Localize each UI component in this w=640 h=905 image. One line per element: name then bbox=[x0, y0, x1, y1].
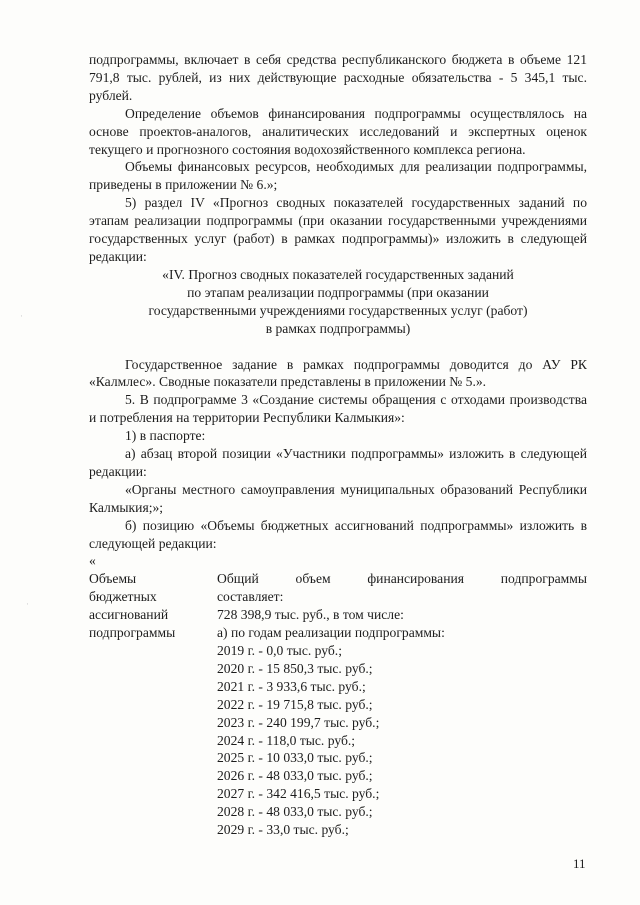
by-years-intro: а) по годам реализации подпрограммы: bbox=[217, 625, 445, 641]
section-title-line: в рамках подпрограммы) bbox=[265, 320, 411, 336]
section-title-line: «IV. Прогноз сводных показателей государственных заданий bbox=[162, 266, 514, 282]
paragraph: 1) в паспорте: bbox=[125, 428, 206, 444]
paragraph: Государственное задание в рамках подпрограммы доводится до АУ РК «Калмлес». Сводные показатели представлены в приложении № 5.». bbox=[89, 356, 587, 390]
passport-label-line: ассигнований bbox=[89, 607, 169, 623]
year-amount: 2020 г. - 15 850,3 тыс. руб.; bbox=[217, 660, 373, 676]
paragraph: Объемы финансовых ресурсов, необходимых для реализации подпрограммы, приведены в приложении № 6.»; bbox=[89, 159, 587, 193]
paragraph: 5. В подпрограмме 3 «Создание системы обращения с отходами производства и потребления на территории Республики Калмыкия»: bbox=[89, 392, 587, 426]
paragraph: а) абзац второй позиции «Участники подпрограммы» изложить в следующей редакции: bbox=[89, 446, 587, 479]
passport-label-line: Объемы bbox=[89, 571, 137, 587]
total-financing-line: составляет: bbox=[217, 589, 284, 605]
passport-label-line: подпрограммы bbox=[89, 625, 176, 641]
page-number: 11 bbox=[573, 856, 586, 871]
year-amount: 2027 г. - 342 416,5 тыс. руб.; bbox=[217, 786, 380, 802]
paragraph: Определение объемов финансирования подпрограммы осуществлялось на основе проектов-аналогов, аналитических исследований и экспертных оценок текущего и прогнозного состояния водохозяйственного комплекса региона. bbox=[89, 105, 587, 157]
passport-value bbox=[217, 570, 587, 839]
year-amount: 2021 г. - 3 933,6 тыс. руб.; bbox=[217, 678, 366, 694]
year-amount: 2029 г. - 33,0 тыс. руб.; bbox=[217, 822, 349, 838]
year-amount: 2028 г. - 48 033,0 тыс. руб.; bbox=[217, 804, 373, 820]
year-amount: 2026 г. - 48 033,0 тыс. руб.; bbox=[217, 768, 373, 784]
document-body bbox=[89, 51, 587, 839]
section-title-line: государственными учреждениями государственных услуг (работ) bbox=[148, 302, 528, 318]
paragraph: «Органы местного самоуправления муниципальных образований Республики Калмыкия;»; bbox=[89, 481, 587, 515]
year-amount: 2024 г. - 118,0 тыс. руб.; bbox=[217, 732, 356, 748]
total-amount: 728 398,9 тыс. руб., в том числе: bbox=[217, 607, 404, 623]
year-amount: 2025 г. - 10 033,0 тыс. руб.; bbox=[217, 750, 373, 766]
passport-label-line: бюджетных bbox=[89, 589, 157, 605]
passport-position bbox=[89, 570, 587, 839]
scan-artifact: · bbox=[20, 311, 23, 321]
paragraph: б) позицию «Объемы бюджетных ассигнований подпрограммы» изложить в следующей редакции: bbox=[89, 517, 587, 551]
section-title bbox=[89, 266, 587, 338]
year-amount: 2019 г. - 0,0 тыс. руб.; bbox=[217, 643, 342, 658]
year-amount: 2022 г. - 19 715,8 тыс. руб.; bbox=[217, 696, 373, 712]
passport-label bbox=[89, 570, 217, 839]
scan-artifact: · bbox=[26, 599, 29, 609]
opening-quote: « bbox=[89, 553, 96, 569]
section-title-line: по этапам реализации подпрограммы (при оказании bbox=[187, 284, 489, 300]
paragraph: подпрограммы, включает в себя средства республиканского бюджета в объеме 121 791,8 тыс. рублей, из них действующие расходные обязательства - 5 345,1 тыс. рублей. bbox=[89, 52, 587, 103]
paragraph: 5) раздел IV «Прогноз сводных показателей государственных заданий по этапам реализации подпрограммы (при оказании государственными учреждениями государственных услуг (работ) в рамках подпрограммы)» изложить в следующей редакции: bbox=[89, 195, 587, 264]
spacer bbox=[89, 338, 587, 356]
total-financing-line: Общий объем финансирования подпрограммы bbox=[217, 571, 587, 587]
year-amount: 2023 г. - 240 199,7 тыс. руб.; bbox=[217, 714, 380, 730]
